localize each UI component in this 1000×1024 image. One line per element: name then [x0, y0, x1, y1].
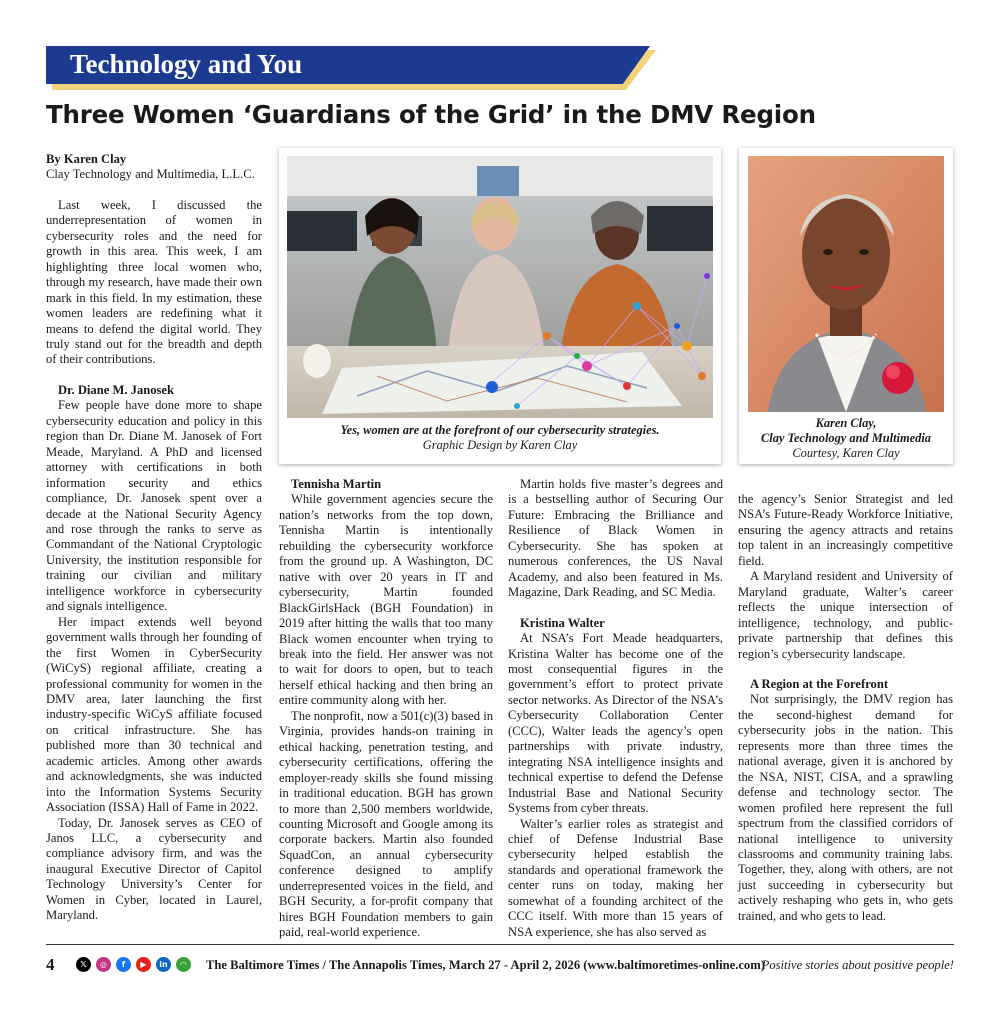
x-icon[interactable]: 𝕏: [76, 957, 91, 972]
byline: By Karen Clay: [46, 152, 127, 166]
subhead-walter: Kristina Walter: [520, 615, 605, 630]
paragraph: The nonprofit, now a 501(c)(3) based in Virginia, provides hands-on training in ethical hacking, penetration testing, and cybersecurity certifications, offering the employer-ready skills she found missing in traditional education. BGH has grown to more than 2,500 members worldwide, counting Microsoft and Google among its corporate backers. Martin also founded SquadCon, an annual cybersecurity conference designed to amplify underrepresented voices in the field, and BGH Security, a for-profit company that hires BGH Foundation members to gain paid, real-world experience.: [279, 708, 493, 940]
subhead-martin: Tennisha Martin: [291, 477, 382, 491]
photo2-caption-name: Karen Clay,: [815, 416, 877, 430]
page-number: 4: [46, 955, 55, 974]
section-banner: [46, 46, 656, 86]
footer-tagline: Positive stories about positive people!: [761, 958, 954, 972]
photo1-credit: Graphic Design by Karen Clay: [422, 438, 578, 452]
column-1: [46, 152, 262, 924]
paragraph: While government agencies secure the nation’s networks from the top down, Tennisha Martin is intentionally rebuilding the cybersecurity workforce from the ground up. A Washington, DC native with over 20 years in IT and cybersecurity, Martin founded BlackGirlsHack (BGH Foundation) in 2019 after hitting the walls that too many Black women encounter when trying to break into the field. Her answer was not to wait for doors to open, but to teach herself ethical hacking and then bring an entire community along with her.: [279, 492, 493, 708]
column-2: [279, 477, 493, 941]
paragraph: Few people have done more to shape cybersecurity education and policy in this region than Dr. Diane M. Janosek of Fort Meade, Maryland. A PhD and licensed attorney with certifications in both information security and ethics compliance, Dr. Janosek spent over a decade at the National Security Agency and rose through the ranks to serve as Commandant of the National Cryptologic University, the institution responsible for training our civilian and military intelligence workforce in cybersecurity and signals intelligence.: [46, 398, 262, 614]
youtube-icon[interactable]: ▶: [136, 957, 151, 972]
column-3: [508, 477, 723, 940]
photo2-caption-block: [739, 416, 953, 461]
paragraph: Not surprisingly, the DMV region has the second-highest demand for cybersecurity jobs in the nation. This represents more than three times the national average, given it is anchored by the NSA, NIST, CISA, and a sprawling defense and technology sector. The women profiled here represent the full spectrum from the classified corridors of national intelligence to university classrooms and community training labs. Together, they, along with others, are not just succeeding in cybersecurity but actively reshaping who gets in, who gets trained, and who gets to lead.: [738, 692, 953, 923]
paragraph: Last week, I discussed the underrepresentation of women in cybersecurity roles and the need for growth in this area. This week, I am highlighting three local women who, through my research, have made their own mark in this field. In my estimation, these women leaders are redefining what it means to defend the digital world. They truly stand out for the breadth and depth of their contributions.: [46, 197, 262, 367]
photo-frame-group: [279, 148, 721, 464]
column-4: [738, 492, 953, 924]
subhead-region: A Region at the Forefront: [750, 676, 889, 691]
subhead-janosek: Dr. Diane M. Janosek: [58, 382, 175, 397]
footer-rule: [46, 944, 954, 945]
photo2-credit: Courtesy, Karen Clay: [792, 446, 900, 460]
photo1-caption: Yes, women are at the forefront of our cybersecurity strategies.: [340, 423, 660, 437]
paragraph: At NSA’s Fort Meade headquarters, Kristina Walter has become one of the most consequential figures in the government’s effort to protect private sector networks. As Director of the NSA’s Cybersecurity Collaboration Center (CCC), Walter leads the agency’s open partnerships with private industry, integrating NSA intelligence insights and technical expertise to defend the Defense Industrial Base and National Security Systems from cyber threats.: [508, 631, 723, 816]
paragraph: the agency’s Senior Strategist and led NSA’s Future-Ready Workforce Initiative, ensuring the agency attracts and retains top talent in an increasingly competitive field.: [738, 492, 953, 568]
footer-publication: The Baltimore Times / The Annapolis Times, March 27 - April 2, 2026 (www.baltimoretimes-online.com): [206, 958, 765, 972]
section-title: Technology and You: [70, 49, 303, 79]
footer: [46, 955, 954, 977]
rss-icon[interactable]: ◠: [176, 957, 191, 972]
paragraph: Today, Dr. Janosek serves as CEO of Janos LLC, a cybersecurity and compliance advisory firm, and was the inaugural Executive Director of Capitol Technology University’s Center for Women in Cyber, located in Laurel, Maryland.: [46, 815, 262, 923]
affiliation: Clay Technology and Multimedia, L.L.C.: [46, 167, 255, 182]
photo-women-cybersecurity: [287, 156, 713, 418]
instagram-icon[interactable]: ◎: [96, 957, 111, 972]
photo2-caption-org: Clay Technology and Multimedia: [761, 431, 931, 445]
linkedin-icon[interactable]: in: [156, 957, 171, 972]
paragraph: A Maryland resident and University of Maryland graduate, Walter’s career reflects the unique intersection of intelligence, technology, and public-private partnership that defines this region’s cybersecurity landscape.: [738, 569, 953, 661]
headline: Three Women ‘Guardians of the Grid’ in the DMV Region: [46, 100, 816, 129]
photo-karen-clay: [748, 156, 944, 412]
photo-frame-portrait: [739, 148, 953, 464]
facebook-icon[interactable]: f: [116, 957, 131, 972]
paragraph: Walter’s earlier roles as strategist and chief of Defense Industrial Base cybersecurity helped establish the standards and operational framework the center runs on today, making her somewhat of a founding architect of the CCC itself. With more than 15 years of NSA experience, she has also served as: [508, 816, 723, 939]
photo1-caption-block: [279, 423, 721, 453]
paragraph: Martin holds five master’s degrees and is a bestselling author of Securing Our Future: Embracing the Brilliance and Resilience of Black Women in Cybersecurity. She has spoken at numerous conferences, the US Naval Academy, and also been featured in Ms. Magazine, Dark Reading, and SC Media.: [508, 477, 723, 600]
paragraph: Her impact extends well beyond government walls through her founding of the first Women in CyberSecurity (WiCyS) regional affiliate, creating a professional community for women in the DMV area, later launching the first industry-specific WiCyS affiliate focused on critical infrastructure. She has published more than 30 technical and academic articles. Among other awards and acknowledgments, she was inducted into the Information Systems Security Association (ISSA) Hall of Fame in 2022.: [46, 614, 262, 815]
